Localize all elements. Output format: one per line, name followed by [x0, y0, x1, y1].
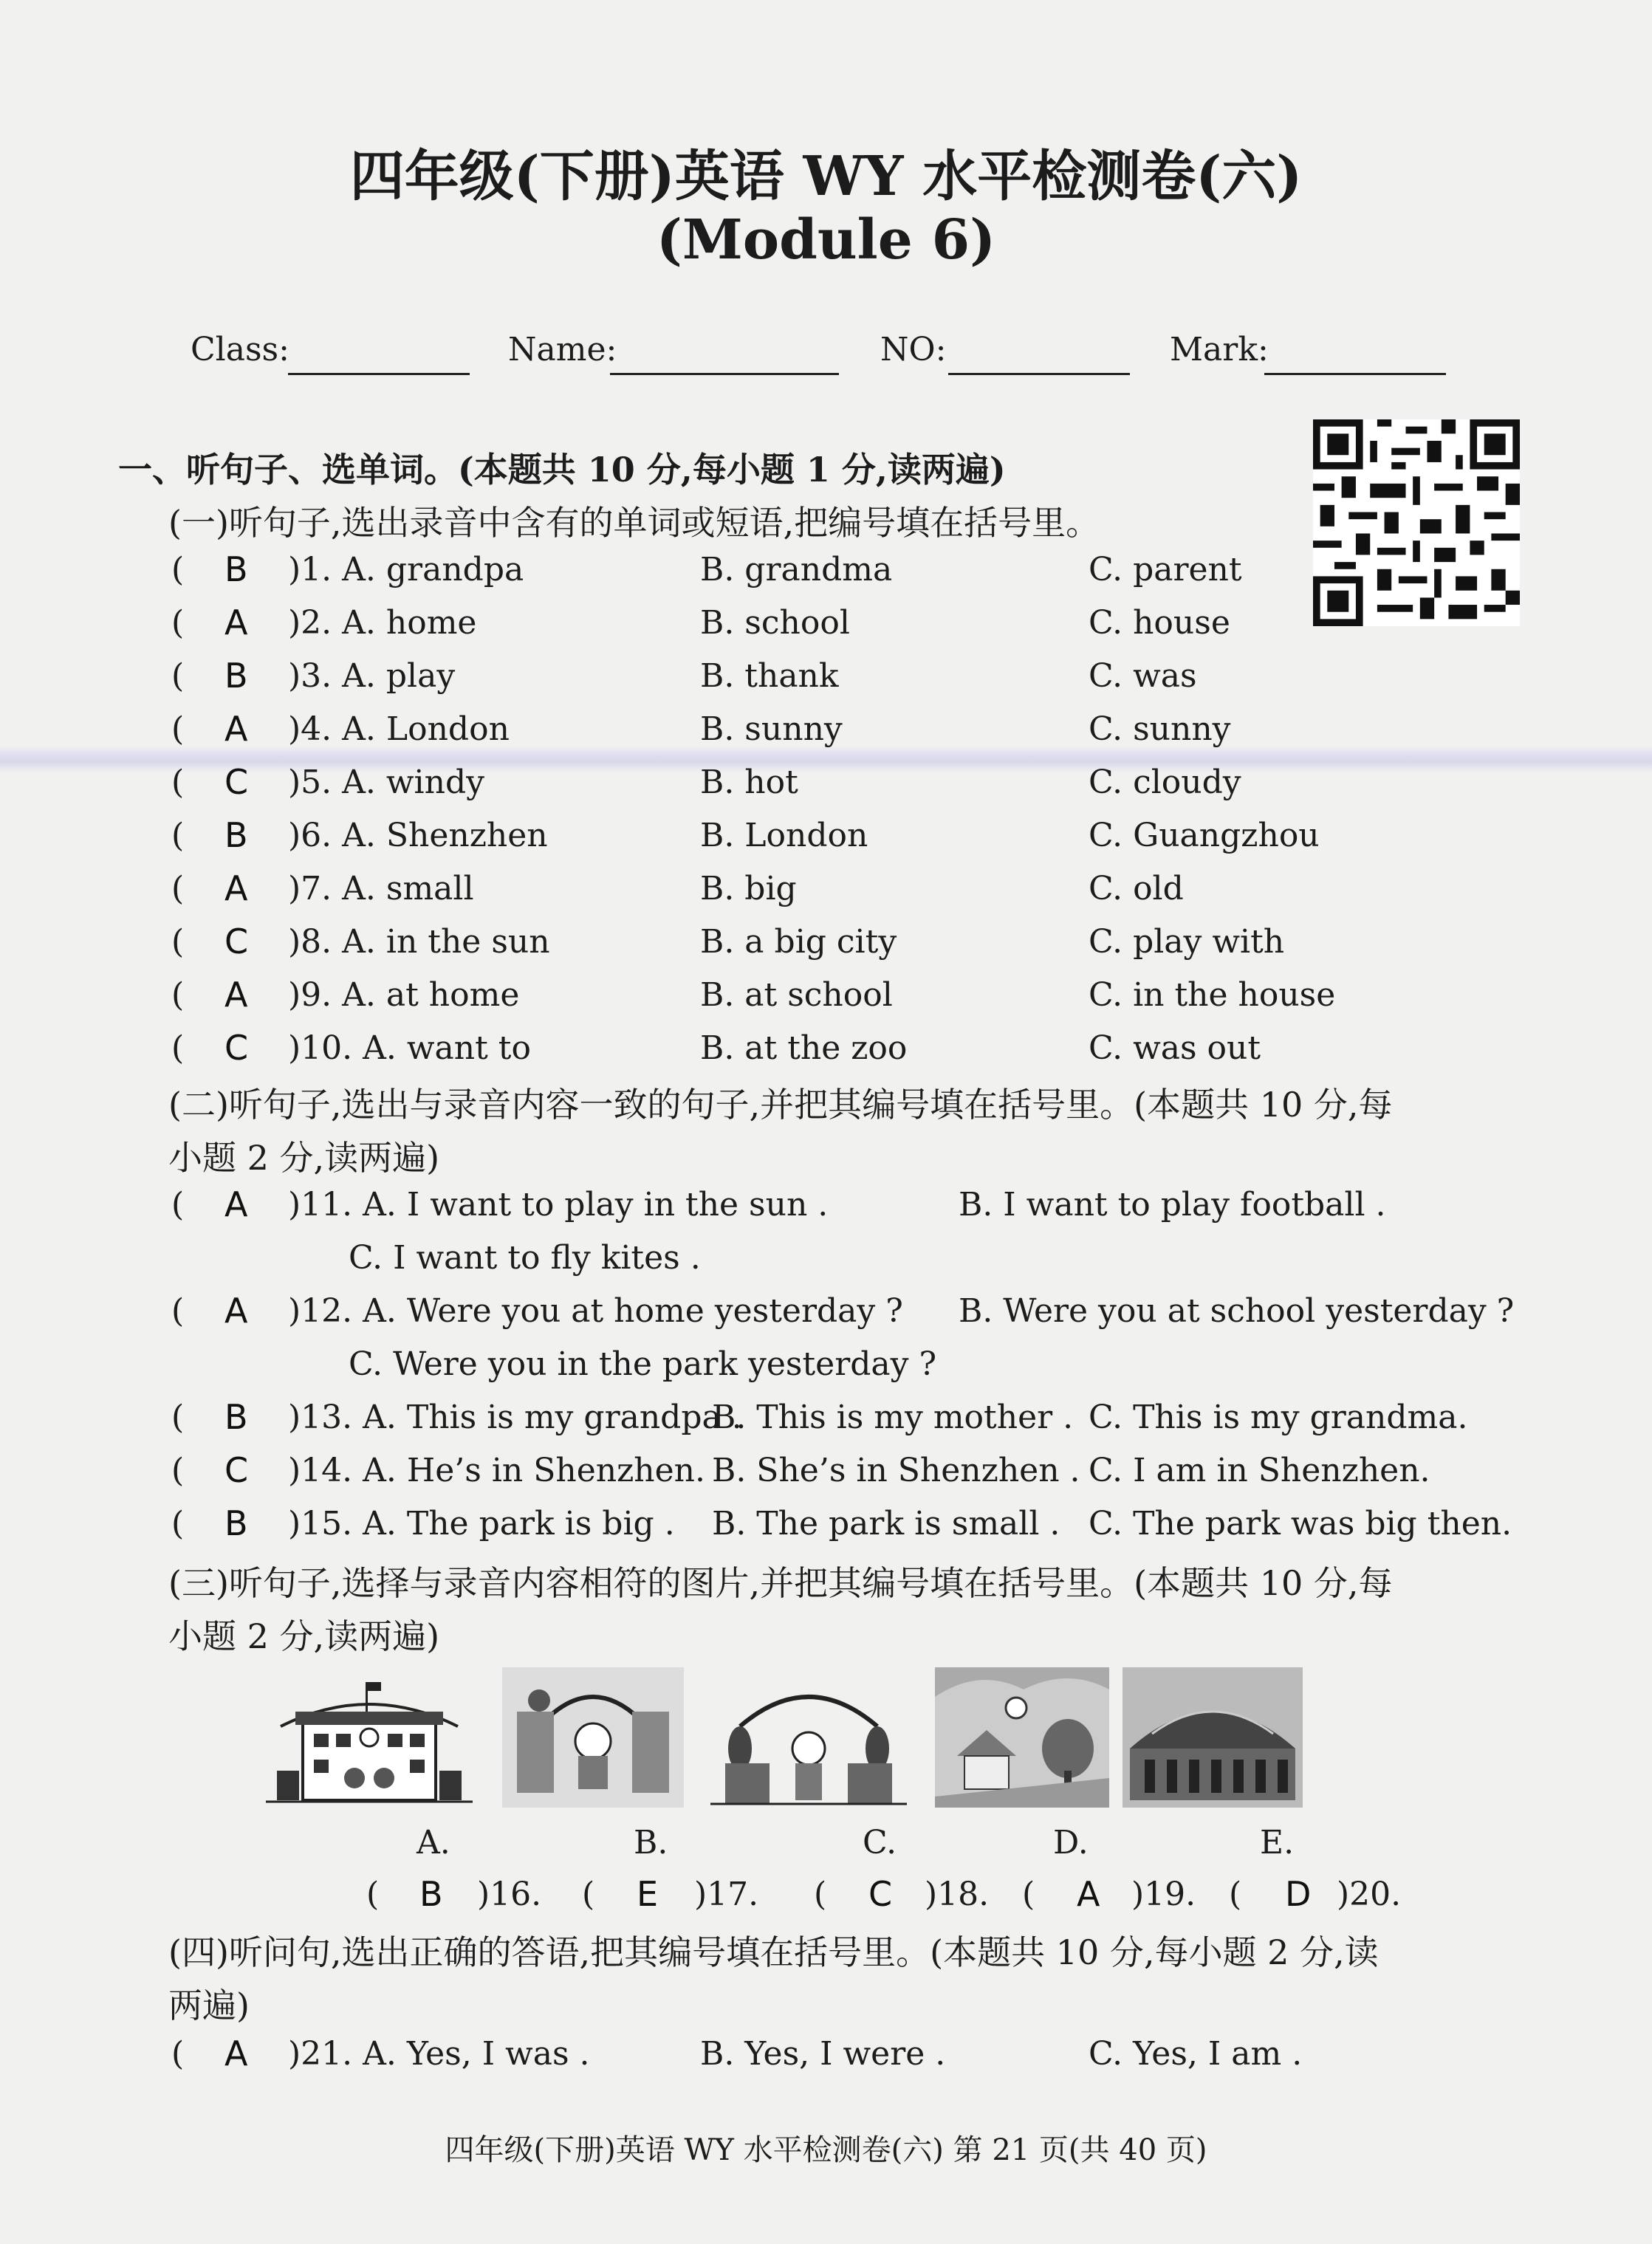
paren-open: (	[171, 551, 185, 589]
answer-9[interactable]: A	[225, 975, 248, 1015]
q11-option-a: )11. A. I want to play in the sun .	[288, 1186, 829, 1224]
answer-10[interactable]: C	[225, 1028, 249, 1068]
q15-option-b: B. The park is small .	[712, 1505, 1060, 1543]
q8-option-c: C. play with	[1089, 923, 1285, 961]
q5-option-c: C. cloudy	[1089, 764, 1241, 801]
answer-6[interactable]: B	[225, 815, 248, 855]
q11-option-c: C. I want to fly kites .	[349, 1239, 701, 1277]
answer-14[interactable]: C	[225, 1450, 249, 1490]
part-1-instruction: (一)听句子,选出录音中含有的单词或短语,把编号填在括号里。	[168, 503, 1100, 543]
q2-option-c: C. house	[1089, 604, 1230, 642]
answer-11[interactable]: A	[225, 1184, 248, 1224]
paren-open: (	[366, 1876, 380, 1913]
q12-option-b: B. Were you at school yesterday ?	[959, 1292, 1515, 1330]
q14-option-a: )14. A. He’s in Shenzhen.	[288, 1452, 705, 1489]
q21-option-b: B. Yes, I were .	[700, 2035, 946, 2073]
class-label: Class:	[191, 331, 289, 368]
paren-open: (	[171, 817, 185, 854]
picture-label-c: C.	[863, 1824, 897, 1862]
q13-option-b: B. This is my mother .	[712, 1399, 1074, 1436]
q8-option-a: )8. A. in the sun	[288, 923, 550, 961]
page-subtitle: (Module 6)	[656, 208, 996, 272]
paren-open: (	[1229, 1876, 1242, 1913]
q19-number: )19.	[1131, 1876, 1196, 1913]
answer-13[interactable]: B	[225, 1397, 248, 1437]
q3-option-b: B. thank	[700, 657, 839, 695]
part-3-instruction-line2: 小题 2 分,读两遍)	[168, 1616, 440, 1656]
page-footer: 四年级(下册)英语 WY 水平检测卷(六) 第 21 页(共 40 页)	[445, 2133, 1207, 2167]
q4-option-b: B. sunny	[700, 710, 843, 748]
answer-12[interactable]: A	[225, 1291, 248, 1331]
picture-label-a: A.	[417, 1824, 450, 1862]
answer-16[interactable]: B	[419, 1874, 443, 1914]
child-at-park-gate-picture	[710, 1667, 907, 1808]
no-line[interactable]	[948, 373, 1130, 375]
q20-number: )20.	[1337, 1876, 1402, 1913]
page-title: 四年级(下册)英语 WY 水平检测卷(六)	[349, 145, 1303, 208]
q4-option-a: )4. A. London	[288, 710, 510, 748]
paren-open: (	[171, 870, 185, 907]
part-3-instruction: (三)听句子,选择与录音内容相符的图片,并把其编号填在括号里。(本题共 10 分,每	[168, 1563, 1393, 1603]
paren-open: (	[171, 657, 185, 695]
q13-option-c: C. This is my grandma.	[1089, 1399, 1468, 1436]
paren-open: (	[171, 2035, 185, 2073]
stadium-picture	[1123, 1667, 1303, 1808]
q13-option-a: )13. A. This is my grandpa .	[288, 1399, 742, 1436]
q17-number: )17.	[694, 1876, 759, 1913]
q1-option-b: B. grandma	[700, 551, 893, 589]
answer-21[interactable]: A	[225, 2034, 248, 2073]
paren-open: (	[171, 1399, 185, 1436]
answer-18[interactable]: C	[868, 1874, 893, 1914]
q10-option-b: B. at the zoo	[700, 1029, 908, 1067]
q6-option-a: )6. A. Shenzhen	[288, 817, 548, 854]
q8-option-b: B. a big city	[700, 923, 897, 961]
part-2-instruction-line2: 小题 2 分,读两遍)	[168, 1138, 440, 1178]
no-label: NO:	[880, 331, 947, 368]
answer-2[interactable]: A	[225, 603, 248, 642]
paren-open: (	[171, 1452, 185, 1489]
q7-option-c: C. old	[1089, 870, 1184, 907]
q21-option-a: )21. A. Yes, I was .	[288, 2035, 590, 2073]
q15-option-c: C. The park was big then.	[1089, 1505, 1512, 1543]
answer-8[interactable]: C	[225, 922, 249, 961]
picture-label-e: E.	[1260, 1824, 1295, 1862]
paren-open: (	[582, 1876, 595, 1913]
answer-7[interactable]: A	[225, 868, 248, 908]
answer-20[interactable]: D	[1285, 1874, 1312, 1914]
answer-5[interactable]: C	[225, 762, 249, 802]
picture-label-d: D.	[1053, 1824, 1089, 1862]
q14-option-c: C. I am in Shenzhen.	[1089, 1452, 1430, 1489]
child-at-zoo-picture	[502, 1667, 684, 1808]
q12-option-a: )12. A. Were you at home yesterday ?	[288, 1292, 903, 1330]
section-1-heading: 一、听句子、选单词。(本题共 10 分,每小题 1 分,读两遍)	[118, 450, 1006, 490]
q7-option-a: )7. A. small	[288, 870, 474, 907]
q1-option-c: C. parent	[1089, 551, 1242, 589]
paren-open: (	[171, 1292, 185, 1330]
q21-option-c: C. Yes, I am .	[1089, 2035, 1303, 2073]
village-scene-picture	[935, 1667, 1109, 1808]
q15-option-a: )15. A. The park is big .	[288, 1505, 675, 1543]
answer-15[interactable]: B	[225, 1503, 248, 1543]
part-2-instruction: (二)听句子,选出与录音内容一致的句子,并把其编号填在括号里。(本题共 10 分,每	[168, 1085, 1393, 1125]
q5-option-b: B. hot	[700, 764, 798, 801]
q16-number: )16.	[477, 1876, 542, 1913]
paren-open: (	[171, 1186, 185, 1224]
q4-option-c: C. sunny	[1089, 710, 1231, 748]
q11-option-b: B. I want to play football .	[959, 1186, 1386, 1224]
q2-option-a: )2. A. home	[288, 604, 477, 642]
answer-1[interactable]: B	[225, 549, 248, 589]
paren-open: (	[171, 604, 185, 642]
paren-open: (	[171, 923, 185, 961]
q6-option-c: C. Guangzhou	[1089, 817, 1320, 854]
paren-open: (	[171, 976, 185, 1014]
paren-open: (	[814, 1876, 827, 1913]
paren-open: (	[171, 710, 185, 748]
q14-option-b: B. She’s in Shenzhen .	[712, 1452, 1080, 1489]
q9-option-b: B. at school	[700, 976, 893, 1014]
school-building-picture	[266, 1667, 473, 1808]
q2-option-b: B. school	[700, 604, 850, 642]
q7-option-b: B. big	[700, 870, 797, 907]
part-4-instruction: (四)听问句,选出正确的答语,把其编号填在括号里。(本题共 10 分,每小题 2 分,读	[168, 1932, 1379, 1972]
part-4-instruction-line2: 两遍)	[168, 1986, 250, 2025]
q6-option-b: B. London	[700, 817, 868, 854]
name-line[interactable]	[610, 373, 839, 375]
mark-label: Mark:	[1170, 331, 1269, 368]
answer-17[interactable]: E	[637, 1874, 659, 1914]
picture-label-b: B.	[634, 1824, 668, 1862]
paren-open: (	[171, 1029, 185, 1067]
paren-open: (	[171, 1505, 185, 1543]
q10-option-c: C. was out	[1089, 1029, 1261, 1067]
name-label: Name:	[508, 331, 617, 368]
answer-3[interactable]: B	[225, 656, 248, 696]
q18-number: )18.	[925, 1876, 990, 1913]
class-line[interactable]	[288, 373, 470, 375]
q9-option-c: C. in the house	[1089, 976, 1336, 1014]
q12-option-c: C. Were you in the park yesterday ?	[349, 1345, 937, 1383]
q3-option-c: C. was	[1089, 657, 1197, 695]
q10-option-a: )10. A. want to	[288, 1029, 531, 1067]
q1-option-a: )1. A. grandpa	[288, 551, 524, 589]
qr-code-icon	[1313, 419, 1520, 626]
mark-line[interactable]	[1264, 373, 1446, 375]
q3-option-a: )3. A. play	[288, 657, 456, 695]
q9-option-a: )9. A. at home	[288, 976, 520, 1014]
answer-4[interactable]: A	[225, 709, 248, 749]
paren-open: (	[1022, 1876, 1035, 1913]
q5-option-a: )5. A. windy	[288, 764, 484, 801]
paren-open: (	[171, 764, 185, 801]
answer-19[interactable]: A	[1077, 1874, 1100, 1914]
